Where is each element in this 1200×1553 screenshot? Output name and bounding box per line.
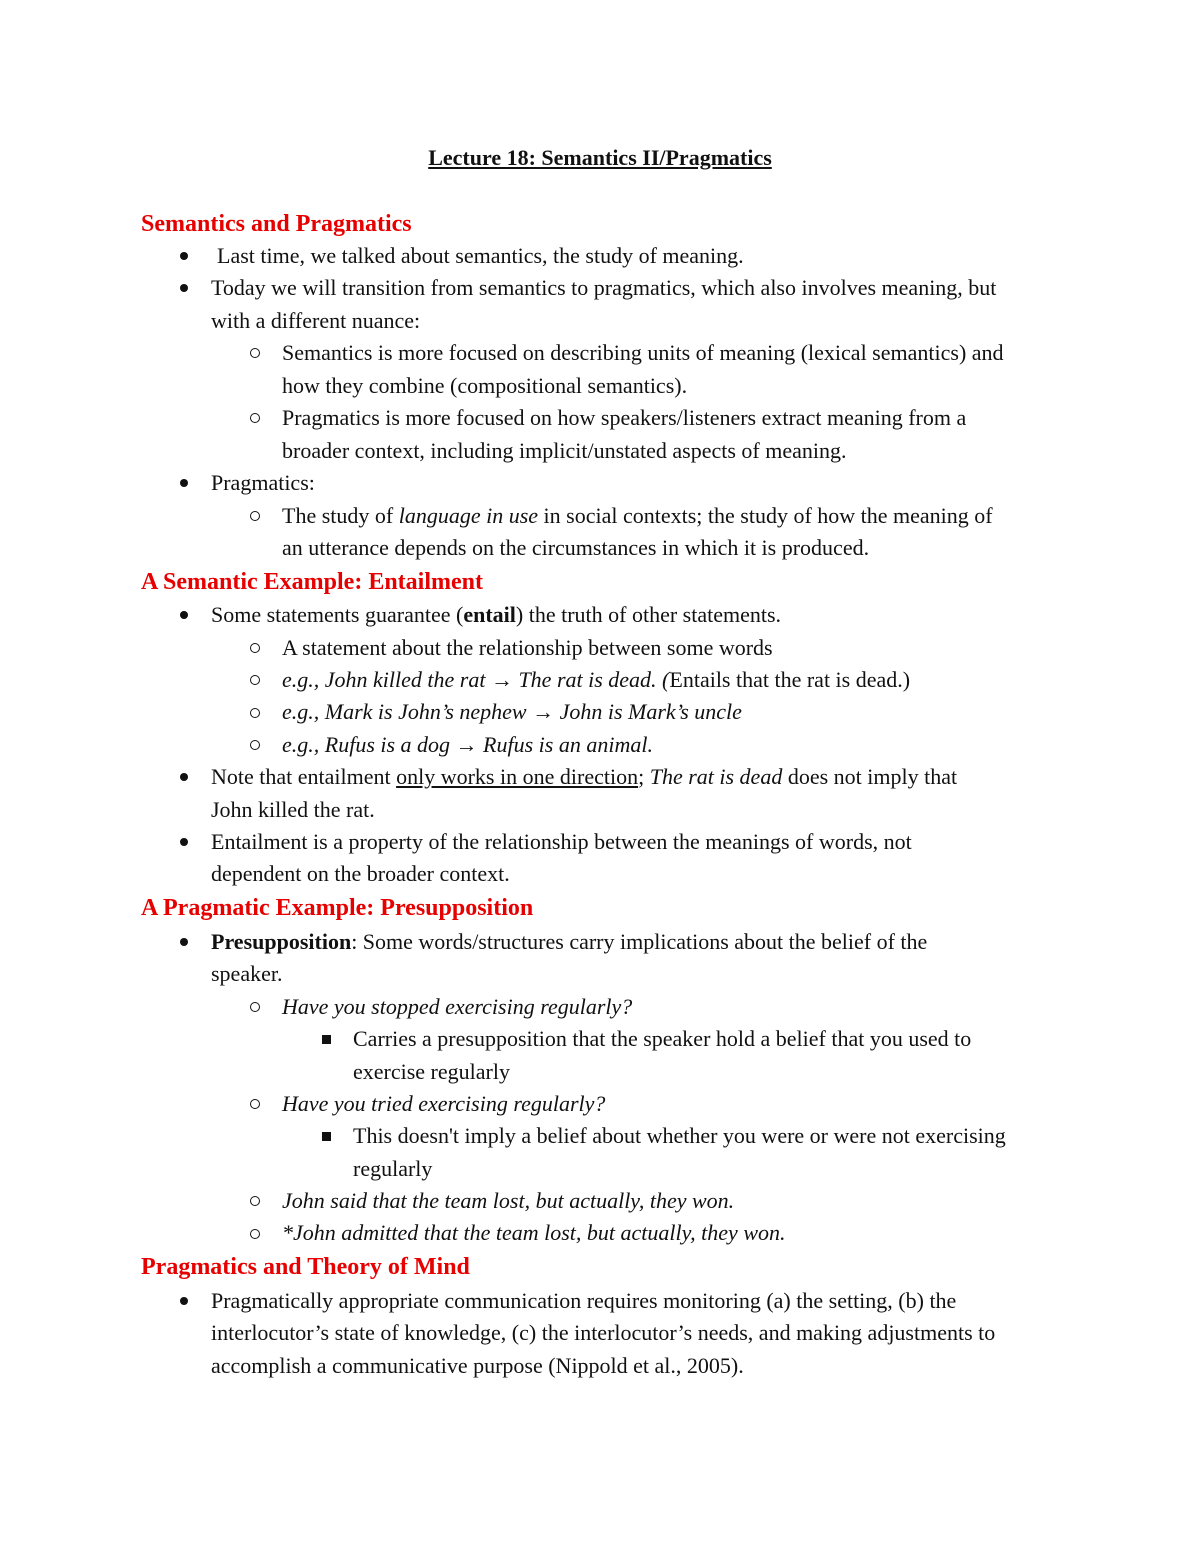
section-heading-presupposition: A Pragmatic Example: Presupposition xyxy=(141,895,534,921)
section-heading-theory-of-mind: Pragmatics and Theory of Mind xyxy=(141,1254,470,1280)
bullet-circle-icon xyxy=(250,511,260,521)
bullet-circle-icon xyxy=(250,675,260,685)
sub-sub-bullet-text: This doesn't imply a belief about whether you were or were not exercising xyxy=(353,1123,1006,1148)
bullet-text-continued: with a different nuance: xyxy=(211,308,421,333)
bullet-text: Today we will transition from semantics to pragmatics, which also involves meaning, but xyxy=(211,275,997,300)
section-heading-entailment: A Semantic Example: Entailment xyxy=(141,569,483,595)
text-run: Some statements guarantee ( xyxy=(211,602,464,627)
sub-sub-bullet-text-continued: regularly xyxy=(353,1156,433,1181)
bullet-disc-icon xyxy=(180,252,188,260)
sub-bullet-text: e.g., Rufus is a dog → Rufus is an animal. xyxy=(282,732,653,757)
bullet-circle-icon xyxy=(250,413,260,423)
sub-bullet-text: A statement about the relationship between some words xyxy=(282,635,773,660)
text-run: ) the truth of other statements. xyxy=(515,602,782,627)
text-run-bold: Presupposition xyxy=(211,929,352,954)
bullet-text: Pragmatically appropriate communication requires monitoring (a) the setting, (b) the xyxy=(211,1288,957,1313)
text-run-italic: The rat is dead xyxy=(649,764,783,789)
bullet-circle-icon xyxy=(250,740,260,750)
text-run-bold: entail xyxy=(463,602,516,627)
sub-bullet-text-continued: an utterance depends on the circumstances in which it is produced. xyxy=(282,535,870,560)
bullet-circle-icon xyxy=(250,1229,260,1239)
sub-sub-bullet-text: Carries a presupposition that the speaker hold a belief that you used to xyxy=(353,1026,972,1051)
bullet-square-icon xyxy=(322,1035,331,1044)
bullet-text: Last time, we talked about semantics, the study of meaning. xyxy=(217,243,744,268)
bullet-circle-icon xyxy=(250,1196,260,1206)
sub-bullet-text-continued: broader context, including implicit/unstated aspects of meaning. xyxy=(282,438,847,463)
sub-bullet-text: Semantics is more focused on describing units of meaning (lexical semantics) and xyxy=(282,340,1004,365)
bullet-text: Entailment is a property of the relationship between the meanings of words, not xyxy=(211,829,912,854)
bullet-text-continued: dependent on the broader context. xyxy=(211,861,510,886)
bullet-text-continued: speaker. xyxy=(211,961,283,986)
sub-bullet-text-continued: how they combine (compositional semantics). xyxy=(282,373,688,398)
sub-bullet-text xyxy=(282,501,993,531)
bullet-text-continued: interlocutor’s state of knowledge, (c) the interlocutor’s needs, and making adjustments to xyxy=(211,1320,996,1345)
section-heading-semantics-pragmatics: Semantics and Pragmatics xyxy=(141,211,412,237)
bullet-square-icon xyxy=(322,1132,331,1141)
sub-bullet-text: e.g., Mark is John’s nephew → John is Mark’s uncle xyxy=(282,699,742,724)
bullet-text-continued: accomplish a communicative purpose (Nippold et al., 2005). xyxy=(211,1353,744,1378)
bullet-disc-icon xyxy=(180,938,188,946)
text-run: in social contexts; the study of how the meaning of xyxy=(538,503,993,528)
bullet-circle-icon xyxy=(250,643,260,653)
text-run: Note that entailment xyxy=(211,764,397,789)
sub-bullet-text: Have you stopped exercising regularly? xyxy=(282,994,633,1019)
bullet-disc-icon xyxy=(180,479,188,487)
text-run: Entails that the rat is dead.) xyxy=(669,667,911,692)
text-run-italic: e.g., John killed the rat → The rat is dead. ( xyxy=(282,667,670,692)
bullet-text: Pragmatics: xyxy=(211,470,315,495)
text-run-italic: language in use xyxy=(398,503,539,528)
sub-bullet-text: John said that the team lost, but actually, they won. xyxy=(282,1188,735,1213)
bullet-text xyxy=(211,762,957,792)
bullet-disc-icon xyxy=(180,773,188,781)
text-run: : Some words/structures carry implications about the belief of the xyxy=(351,929,928,954)
page-title: Lecture 18: Semantics II/Pragmatics xyxy=(428,145,772,170)
bullet-text-continued: John killed the rat. xyxy=(211,797,375,822)
bullet-disc-icon xyxy=(180,611,188,619)
bullet-circle-icon xyxy=(250,348,260,358)
sub-bullet-text xyxy=(282,665,910,695)
sub-bullet-text: *John admitted that the team lost, but actually, they won. xyxy=(282,1220,786,1245)
bullet-disc-icon xyxy=(180,284,188,292)
sub-bullet-text: Have you tried exercising regularly? xyxy=(282,1091,606,1116)
bullet-disc-icon xyxy=(180,1297,188,1305)
bullet-disc-icon xyxy=(180,838,188,846)
bullet-circle-icon xyxy=(250,1099,260,1109)
text-run: does not imply that xyxy=(782,764,958,789)
sub-sub-bullet-text-continued: exercise regularly xyxy=(353,1059,510,1084)
sub-bullet-text: Pragmatics is more focused on how speakers/listeners extract meaning from a xyxy=(282,405,967,430)
bullet-circle-icon xyxy=(250,708,260,718)
bullet-circle-icon xyxy=(250,1002,260,1012)
bullet-text xyxy=(211,600,781,630)
text-run-underlined: only works in one direction xyxy=(396,764,639,789)
text-run: ; xyxy=(638,764,650,789)
bullet-text xyxy=(211,927,927,957)
text-run: The study of xyxy=(282,503,399,528)
